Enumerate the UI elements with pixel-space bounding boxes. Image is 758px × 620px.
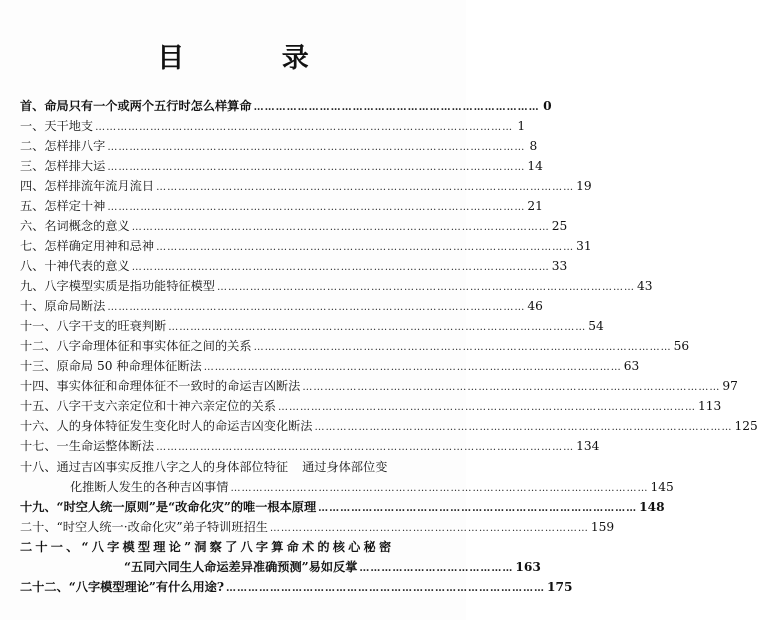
toc-entry-label: 十七、一生命运整体断法 xyxy=(20,439,155,453)
toc-entry-label: 八、十神代表的意义 xyxy=(20,259,130,273)
toc-entry[interactable] xyxy=(20,296,543,316)
toc-entry[interactable] xyxy=(20,336,690,356)
leader-dots: …………………………………………………………………………………………………… xyxy=(314,422,733,433)
toc-entry-page: 148 xyxy=(639,500,665,514)
leader-dots: …………………………………………………………………………………………………… xyxy=(168,322,587,333)
leader-dots: …………………………………………………………………………… xyxy=(318,503,638,514)
toc-entry-label: 十二、八字命理体征和事实体征之间的关系 xyxy=(20,339,252,353)
toc-entry-page: 159 xyxy=(590,520,615,534)
toc-entry-label: 四、怎样排流年流月流日 xyxy=(20,179,155,193)
toc-entry-label: 七、怎样确定用神和忌神 xyxy=(20,239,155,253)
toc-entry[interactable] xyxy=(20,396,722,416)
toc-entry-label: 一、天干地支 xyxy=(20,119,94,133)
leader-dots: …………………………………………………………………………………………………… xyxy=(107,202,526,213)
toc-entry[interactable] xyxy=(20,316,604,336)
leader-dots: …………………………………………………………………………………………………… xyxy=(131,222,550,233)
toc-entry-page: 97 xyxy=(722,379,738,393)
toc-entry-label-tail: 通过身体部位变 xyxy=(302,460,388,474)
toc-entry-page: 125 xyxy=(734,419,758,433)
toc-entry-page: 31 xyxy=(576,239,592,253)
toc-entry[interactable] xyxy=(20,256,568,276)
leader-dots: …………………………………………………………………………………………………… xyxy=(131,262,550,273)
toc-entry-page: 134 xyxy=(576,439,600,453)
leader-dots: …………………………………………………………………………………………………… xyxy=(107,142,526,153)
leader-dots: …………………………………………………………………………………………………… xyxy=(230,483,649,494)
toc-entry[interactable] xyxy=(20,456,450,477)
toc-entry[interactable] xyxy=(20,176,592,196)
toc-entry-label-continued: “五同六同生人命运差异准确预测”易如反掌 xyxy=(124,560,358,574)
leader-dots: …………………………………………………………………………………………………… xyxy=(156,442,575,453)
toc-entry-page: 54 xyxy=(588,319,604,333)
toc-entry-page: 33 xyxy=(551,259,568,273)
toc-entry-label: 十六、人的身体特征发生变化时人的命运吉凶变化断法 xyxy=(20,419,313,433)
toc-entry[interactable] xyxy=(20,537,450,557)
leader-dots: …………………………………………………………………………………………………… xyxy=(277,402,696,413)
toc-entry-page: 63 xyxy=(623,359,640,373)
leader-dots: …………………………………………………………………… xyxy=(253,102,540,113)
toc-entry-label: 十五、八字干支六亲定位和十神六亲定位的关系 xyxy=(20,399,276,413)
toc-entry[interactable] xyxy=(20,136,538,156)
leader-dots: …………………………………………………………………………………………………… xyxy=(95,122,514,133)
toc-entry-page: 56 xyxy=(673,339,690,353)
toc-entry-page: 1 xyxy=(517,119,526,133)
leader-dots: …………………………………………………………………………… xyxy=(225,583,545,594)
leader-dots: …………………………………… xyxy=(359,563,514,574)
toc-entry-label: 二十、“时空人统一·改命化灾”弟子特训班招生 xyxy=(20,520,268,534)
leader-dots: …………………………………………………………………………………………………… xyxy=(107,302,526,313)
toc-entry[interactable] xyxy=(20,416,758,436)
toc-entry-continuation[interactable] xyxy=(20,477,674,497)
toc-entry[interactable] xyxy=(20,196,543,216)
toc-entry-label: 十八、通过吉凶事实反推八字之人的身体部位特征 xyxy=(20,460,289,474)
toc-entry-page: 113 xyxy=(697,399,722,413)
toc-entry[interactable] xyxy=(20,436,600,456)
toc-entry-page: 145 xyxy=(650,480,674,494)
toc-entry-page: 21 xyxy=(527,199,543,213)
toc-entry-page: 25 xyxy=(551,219,568,233)
leader-dots: …………………………………………………………………………… xyxy=(269,523,589,534)
toc-entry[interactable] xyxy=(20,517,615,537)
toc-entry-label: 五、怎样定十神 xyxy=(20,199,106,213)
toc-entry[interactable] xyxy=(20,236,592,256)
page-title: 目 录 xyxy=(157,43,353,74)
leader-dots: …………………………………………………………………………………………………… xyxy=(107,162,526,173)
toc-entry-label: 十、原命局断法 xyxy=(20,299,106,313)
leader-dots: …………………………………………………………………………………………………… xyxy=(156,242,575,253)
toc-entry-label: 首、命局只有一个或两个五行时怎么样算命 xyxy=(20,99,252,113)
toc-entry-page: 43 xyxy=(637,279,653,293)
leader-dots: …………………………………………………………………………………………………… xyxy=(217,282,635,293)
toc-entry-label: 三、怎样排大运 xyxy=(20,159,106,173)
toc-entry-page: 8 xyxy=(529,139,538,153)
toc-entry[interactable] xyxy=(20,156,543,176)
toc-entry-page: 19 xyxy=(576,179,592,193)
toc-entry[interactable] xyxy=(20,216,568,236)
toc-entry[interactable] xyxy=(20,356,640,376)
toc-entry-page: 0 xyxy=(543,99,552,113)
leader-dots: …………………………………………………………………………………………………… xyxy=(156,182,575,193)
toc-entry-page: 175 xyxy=(546,580,573,594)
toc-entry-label: 十三、原命局 50 种命理体征断法 xyxy=(20,359,202,373)
leader-dots: …………………………………………………………………………………………………… xyxy=(253,342,672,353)
toc-entry[interactable] xyxy=(20,577,573,597)
toc-entry-page: 163 xyxy=(515,560,541,574)
leader-dots: …………………………………………………………………………………………………… xyxy=(302,382,721,393)
toc-entry-label-continued: 化推断人发生的各种吉凶事情 xyxy=(70,480,229,494)
leader-dots: …………………………………………………………………………………………………… xyxy=(203,362,622,373)
toc-entry-label: 二、怎样排八字 xyxy=(20,139,106,153)
toc-entry-label: 十四、事实体征和命理体征不一致时的命运吉凶断法 xyxy=(20,379,301,393)
table-of-contents xyxy=(20,96,758,597)
toc-entry-page: 14 xyxy=(527,159,543,173)
toc-entry[interactable] xyxy=(20,116,526,136)
toc-entry[interactable] xyxy=(20,376,738,396)
toc-entry[interactable] xyxy=(20,276,653,296)
toc-entry-label: 十九、“时空人统一原则”是“改命化灾”的唯一根本原理 xyxy=(20,500,317,514)
toc-entry-continuation[interactable] xyxy=(20,557,541,577)
toc-entry[interactable] xyxy=(20,497,665,517)
toc-entry-label: 六、名词概念的意义 xyxy=(20,219,130,233)
toc-entry-label: 二十二、“八字模型理论”有什么用途? xyxy=(20,580,224,594)
toc-entry-page: 46 xyxy=(527,299,543,313)
toc-entry-label: 二十一、“八字模型理论”洞察了八字算命术的核心秘密 xyxy=(20,540,395,554)
toc-entry-label: 十一、八字干支的旺衰判断 xyxy=(20,319,167,333)
toc-entry[interactable] xyxy=(20,96,552,116)
toc-entry-label: 九、八字模型实质是指功能特征模型 xyxy=(20,279,215,293)
